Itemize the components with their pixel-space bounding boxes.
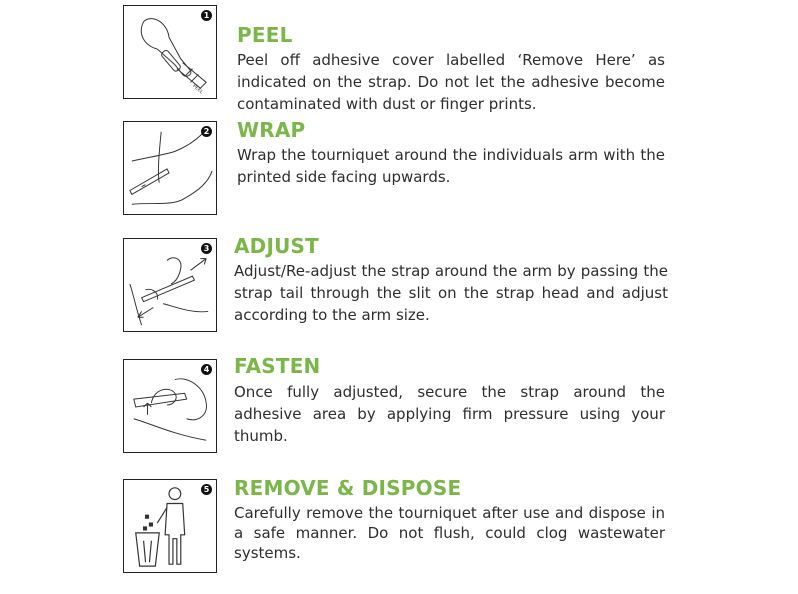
fasten-thumb-icon	[123, 359, 217, 453]
step-number: 4	[201, 364, 212, 375]
step-description: Wrap the tourniquet around the individuals arm with the printed side facing upwards.	[237, 146, 665, 186]
step-description: Adjust/Re-adjust the strap around the arm by passing the strap tail through the slit on the strap head and adjust according to the arm size.	[234, 262, 668, 324]
step-description: Once fully adjusted, secure the strap around the adhesive area by applying firm pressure using your thumb.	[234, 383, 665, 445]
step-number: 5	[201, 484, 212, 495]
step-title: WRAP	[237, 118, 306, 142]
wrap-arm-icon	[123, 121, 217, 215]
step-description: Peel off adhesive cover labelled ‘Remove Here’ as indicated on the strap. Do not let the adhesive become contaminated with dust or finger prints.	[237, 51, 665, 113]
step-title: REMOVE & DISPOSE	[234, 476, 462, 500]
step-number: 1	[201, 10, 212, 21]
peel-strap-icon	[123, 5, 217, 99]
svg-text:PEEL: PEEL	[191, 83, 205, 96]
step-title: PEEL	[237, 23, 293, 47]
step-number: 3	[201, 243, 212, 254]
dispose-bin-icon	[123, 479, 217, 573]
step-description: Carefully remove the tourniquet after use and dispose in a safe manner. Do not flush, could clog wastewater systems.	[234, 504, 665, 562]
adjust-strap-icon	[123, 238, 217, 332]
step-title: FASTEN	[234, 354, 321, 378]
step-title: ADJUST	[234, 234, 320, 258]
step-number: 2	[201, 126, 212, 137]
